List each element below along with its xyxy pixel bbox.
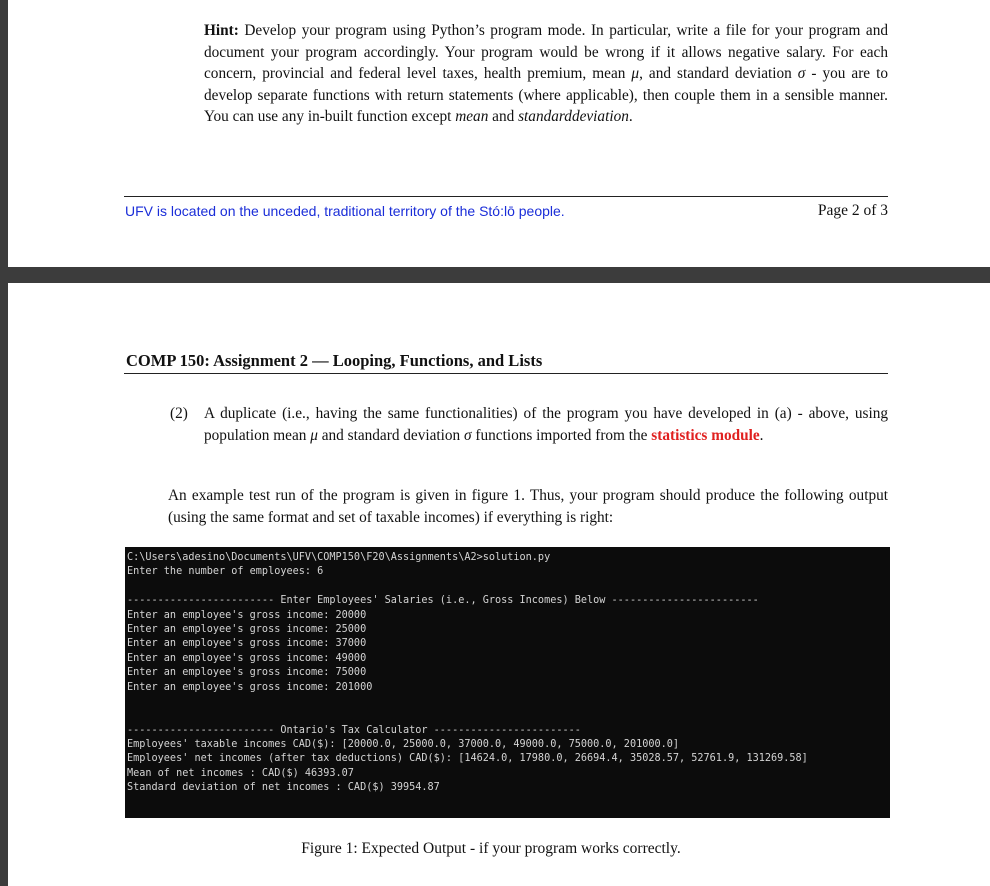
hint-text: .	[628, 108, 633, 126]
document-page-2	[8, 0, 990, 267]
terminal-line: Enter an employee's gross income: 20000	[127, 609, 367, 621]
hint-label: Hint:	[204, 22, 239, 39]
item-text	[204, 403, 888, 448]
terminal-line: ------------------------ Ontario's Tax Calculator ------------------------	[127, 724, 581, 736]
item-text-part: A duplicate (i.e., having the same functionalities) of the program you have developed in (a) - above, using population mean	[204, 405, 888, 445]
terminal-line: Enter an employee's gross income: 201000	[127, 681, 373, 693]
item-number: (2)	[170, 405, 188, 422]
page-header-title: COMP 150: Assignment 2 — Looping, Functions, and Lists	[126, 351, 543, 370]
hint-text: - you are to develop separate functions with return statements (where applicable), then couple them in a sensible manner. You can use any in-built function except	[204, 65, 888, 126]
terminal-output	[125, 547, 890, 818]
hint-paragraph	[204, 20, 888, 128]
mean-term: mean	[455, 108, 489, 126]
footer-divider	[124, 196, 888, 197]
list-item-2	[170, 403, 888, 448]
stddev-term: standarddeviation	[518, 108, 629, 126]
item-text-part: and standard deviation	[317, 427, 465, 445]
header-divider	[124, 373, 888, 374]
terminal-line: Enter an employee's gross income: 25000	[127, 623, 367, 635]
caption-text: Figure 1: Expected Output - if your program works correctly.	[301, 840, 681, 857]
terminal-line: Enter the number of employees: 6	[127, 566, 324, 578]
hint-text: and	[488, 108, 519, 126]
terminal-line: ------------------------ Enter Employees' Salaries (i.e., Gross Incomes) Below ------------------------	[127, 595, 759, 607]
terminal-line: Mean of net incomes : CAD($) 46393.07	[127, 767, 354, 779]
terminal-line	[127, 580, 890, 594]
sigma-symbol: σ	[797, 65, 806, 83]
terminal-line: Enter an employee's gross income: 49000	[127, 652, 367, 664]
example-paragraph: An example test run of the program is given in figure 1. Thus, your program should produce the following output (using the same format and set of taxable incomes) if everything is right:	[168, 487, 888, 527]
terminal-line: Enter an employee's gross income: 75000	[127, 667, 367, 679]
terminal-line	[127, 709, 890, 723]
item-text-part: functions imported from the	[471, 427, 652, 445]
terminal-line: Enter an employee's gross income: 37000	[127, 638, 367, 650]
document-page-3	[8, 283, 990, 886]
figure-caption	[8, 840, 990, 858]
statistics-module-link[interactable]: statistics module	[651, 427, 760, 445]
mu-symbol: μ	[631, 65, 640, 83]
item-text-part: .	[759, 427, 764, 445]
page-number: Page 2 of 3	[817, 202, 888, 219]
mu-symbol: μ	[310, 427, 318, 445]
terminal-line: Standard deviation of net incomes : CAD($) 39954.87	[127, 782, 440, 794]
terminal-line: Employees' net incomes (after tax deductions) CAD($): [14624.0, 17980.0, 26694.4, 35028.57, 52761.9, 131269.58]	[127, 753, 808, 765]
sigma-symbol: σ	[464, 427, 472, 445]
terminal-line: C:\Users\adesino\Documents\UFV\COMP150\F20\Assignments\A2>solution.py	[127, 552, 551, 563]
footer-acknowledgement: UFV is located on the unceded, traditional territory of the Stó:lō people.	[125, 203, 565, 219]
hint-text: Develop your program using Python’s program mode. In particular, write a file for your program and document your program accordingly. Your program would be wrong if it allows negative salary. For each concern, provincial and federal level taxes, health premium, mean	[204, 22, 888, 83]
hint-text: , and standard deviation	[639, 65, 798, 83]
terminal-line	[127, 695, 890, 709]
terminal-line: Employees' taxable incomes CAD($): [20000.0, 25000.0, 37000.0, 49000.0, 75000.0, 201000.0]	[127, 739, 680, 751]
